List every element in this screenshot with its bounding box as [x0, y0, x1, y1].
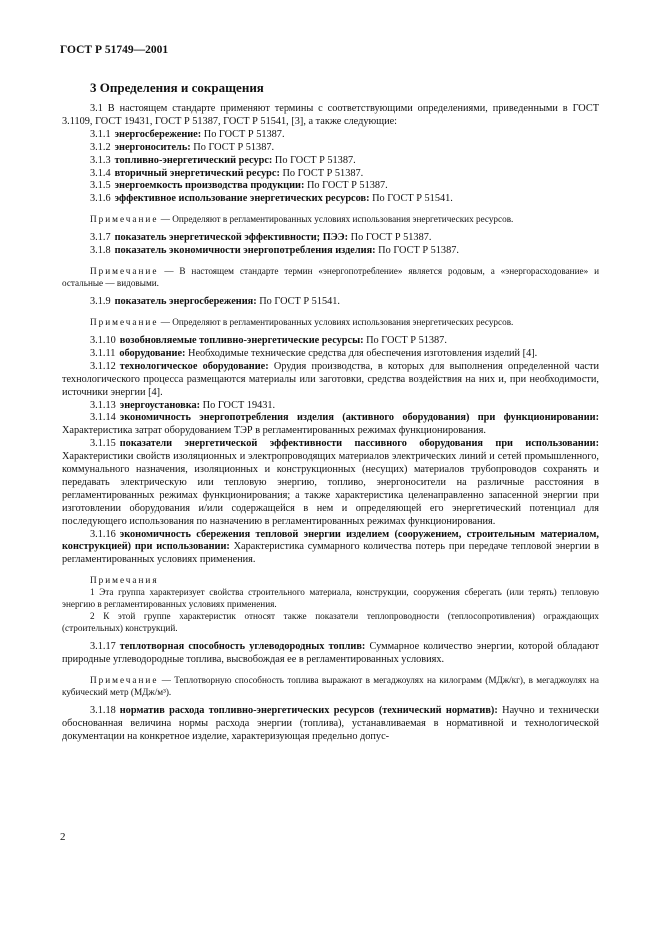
section-title: 3 Определения и сокращения: [90, 80, 264, 95]
term-3-1-7: 3.1.7 показатель энергетической эффективности; ПЭЭ: По ГОСТ Р 51387.: [90, 232, 432, 244]
term-3-1-14: 3.1.14 экономичность энергопотребления изделия (активного оборудования) при функционировании: Характеристика затрат оборудованием ТЭР в регламентированных режимах функционирования.: [62, 412, 599, 437]
standard-header: ГОСТ Р 51749—2001: [60, 44, 169, 56]
term-3-1-15: 3.1.15 показатели энергетической эффективности пассивного оборудования при использовании: Характеристики свойств изоляционных и электропроводящих материалов электрических линий и сетей промышленного, коммунального назначения, изоляционных и конструкционных (несущих) материалов трубопроводов сохранять и передавать электрическую или тепловую энергию, топливо, энергоносители на различные расстояния в регламентированных режимах функционирования; а также характеристика целенаправленно запасенной энергии при изготовлении оборудования и/или содержащейся в нем и определяющей его энергетический потенциал для последующего использования по назначению в регламентированных режимах функционирования.: [62, 438, 599, 527]
term-3-1-9: 3.1.9 показатель энергосбережения: По ГОСТ Р 51541.: [90, 296, 340, 308]
notes-item-1: 1 Эта группа характеризует свойства строительного материала, конструкции, сооружения сберегать (или терять) тепловую энергию в регламентированных условиях применения.: [62, 587, 599, 610]
term-3-1-8: 3.1.8 показатель экономичности энергопотребления изделия: По ГОСТ Р 51387.: [90, 245, 459, 257]
notes-item-2: 2 К этой группе характеристик относят также показатели теплопроводности (теплосопротивления) ограждающих (строительных) конструкций.: [62, 611, 599, 634]
term-3-1-18: 3.1.18 норматив расхода топливно-энергетических ресурсов (технический норматив): Научно и технически обоснованная величина нормы расхода энергии (топлива), устанавливаемая в нормативной и технологической документации на конкретное изделие, характеризующая предельно допус-: [62, 705, 599, 742]
term-3-1-3: 3.1.3 топливно-энергетический ресурс: По ГОСТ Р 51387.: [90, 154, 356, 166]
term-3-1-4: 3.1.4 вторичный энергетический ресурс: По ГОСТ Р 51387.: [90, 167, 364, 179]
term-3-1-5: 3.1.5 энергоемкость производства продукции: По ГОСТ Р 51387.: [90, 180, 388, 192]
content-body: [62, 103, 599, 744]
term-3-1-11: 3.1.11 оборудование: Необходимые технические средства для обеспечения изготовления изделий [4].: [90, 347, 538, 359]
page-number: 2: [60, 831, 66, 843]
note-3: Примечание — Определяют в регламентированных условиях использования энергетических ресурсов.: [90, 316, 514, 327]
term-3-1-10: 3.1.10 возобновляемые топливно-энергетические ресурсы: По ГОСТ Р 51387.: [90, 334, 447, 346]
note-4: Примечание — Теплотворную способность топлива выражают в мегаджоулях на килограмм (МДж/кг), в мегаджоулях на кубический метр (МДж/м³).: [62, 675, 599, 698]
note-1: Примечание — Определяют в регламентированных условиях использования энергетических ресурсов.: [90, 214, 514, 225]
terms-list-a: [62, 129, 599, 206]
intro-paragraph: 3.1 В настоящем стандарте применяют термины с соответствующими определениями, приведенными в ГОСТ 3.1109, ГОСТ 19431, ГОСТ Р 51387, ГОСТ Р 51541, [3], а также следующие:: [62, 103, 599, 127]
note-2: Примечание — В настоящем стандарте термин «энергопотребление» является родовым, а «энергорасходование» и остальные — видовыми.: [62, 266, 599, 289]
term-3-1-17: 3.1.17 теплотворная способность углеводородных топлив: Суммарное количество энергии, которой обладают природные углеводородные топлива, высвобождая ее в регламентированных условиях.: [62, 641, 600, 666]
term-3-1-12: 3.1.12 технологическое оборудование: Орудия производства, в которых для выполнения определенной части технологического процесса размещаются материалы или заготовки, средства воздействия на них и, при необходимости, источники энергии [4].: [62, 360, 599, 398]
notes-heading: Примечания: [90, 575, 159, 586]
term-3-1-6: 3.1.6 эффективное использование энергетических ресурсов: По ГОСТ Р 51541.: [90, 193, 453, 205]
term-3-1-2: 3.1.2 энергоноситель: По ГОСТ Р 51387.: [90, 141, 275, 153]
term-3-1-13: 3.1.13 энергоустановка: По ГОСТ 19431.: [90, 399, 276, 411]
term-3-1-16: 3.1.16 экономичность сбережения тепловой энергии изделием (сооружением, строительным материалом, конструкцией) при использовании: Характеристика суммарного количества потерь при передаче тепловой энергии в регламентированных условиях применения.: [62, 528, 600, 566]
term-3-1-1: 3.1.1 энергосбережение: По ГОСТ Р 51387.: [90, 128, 285, 140]
